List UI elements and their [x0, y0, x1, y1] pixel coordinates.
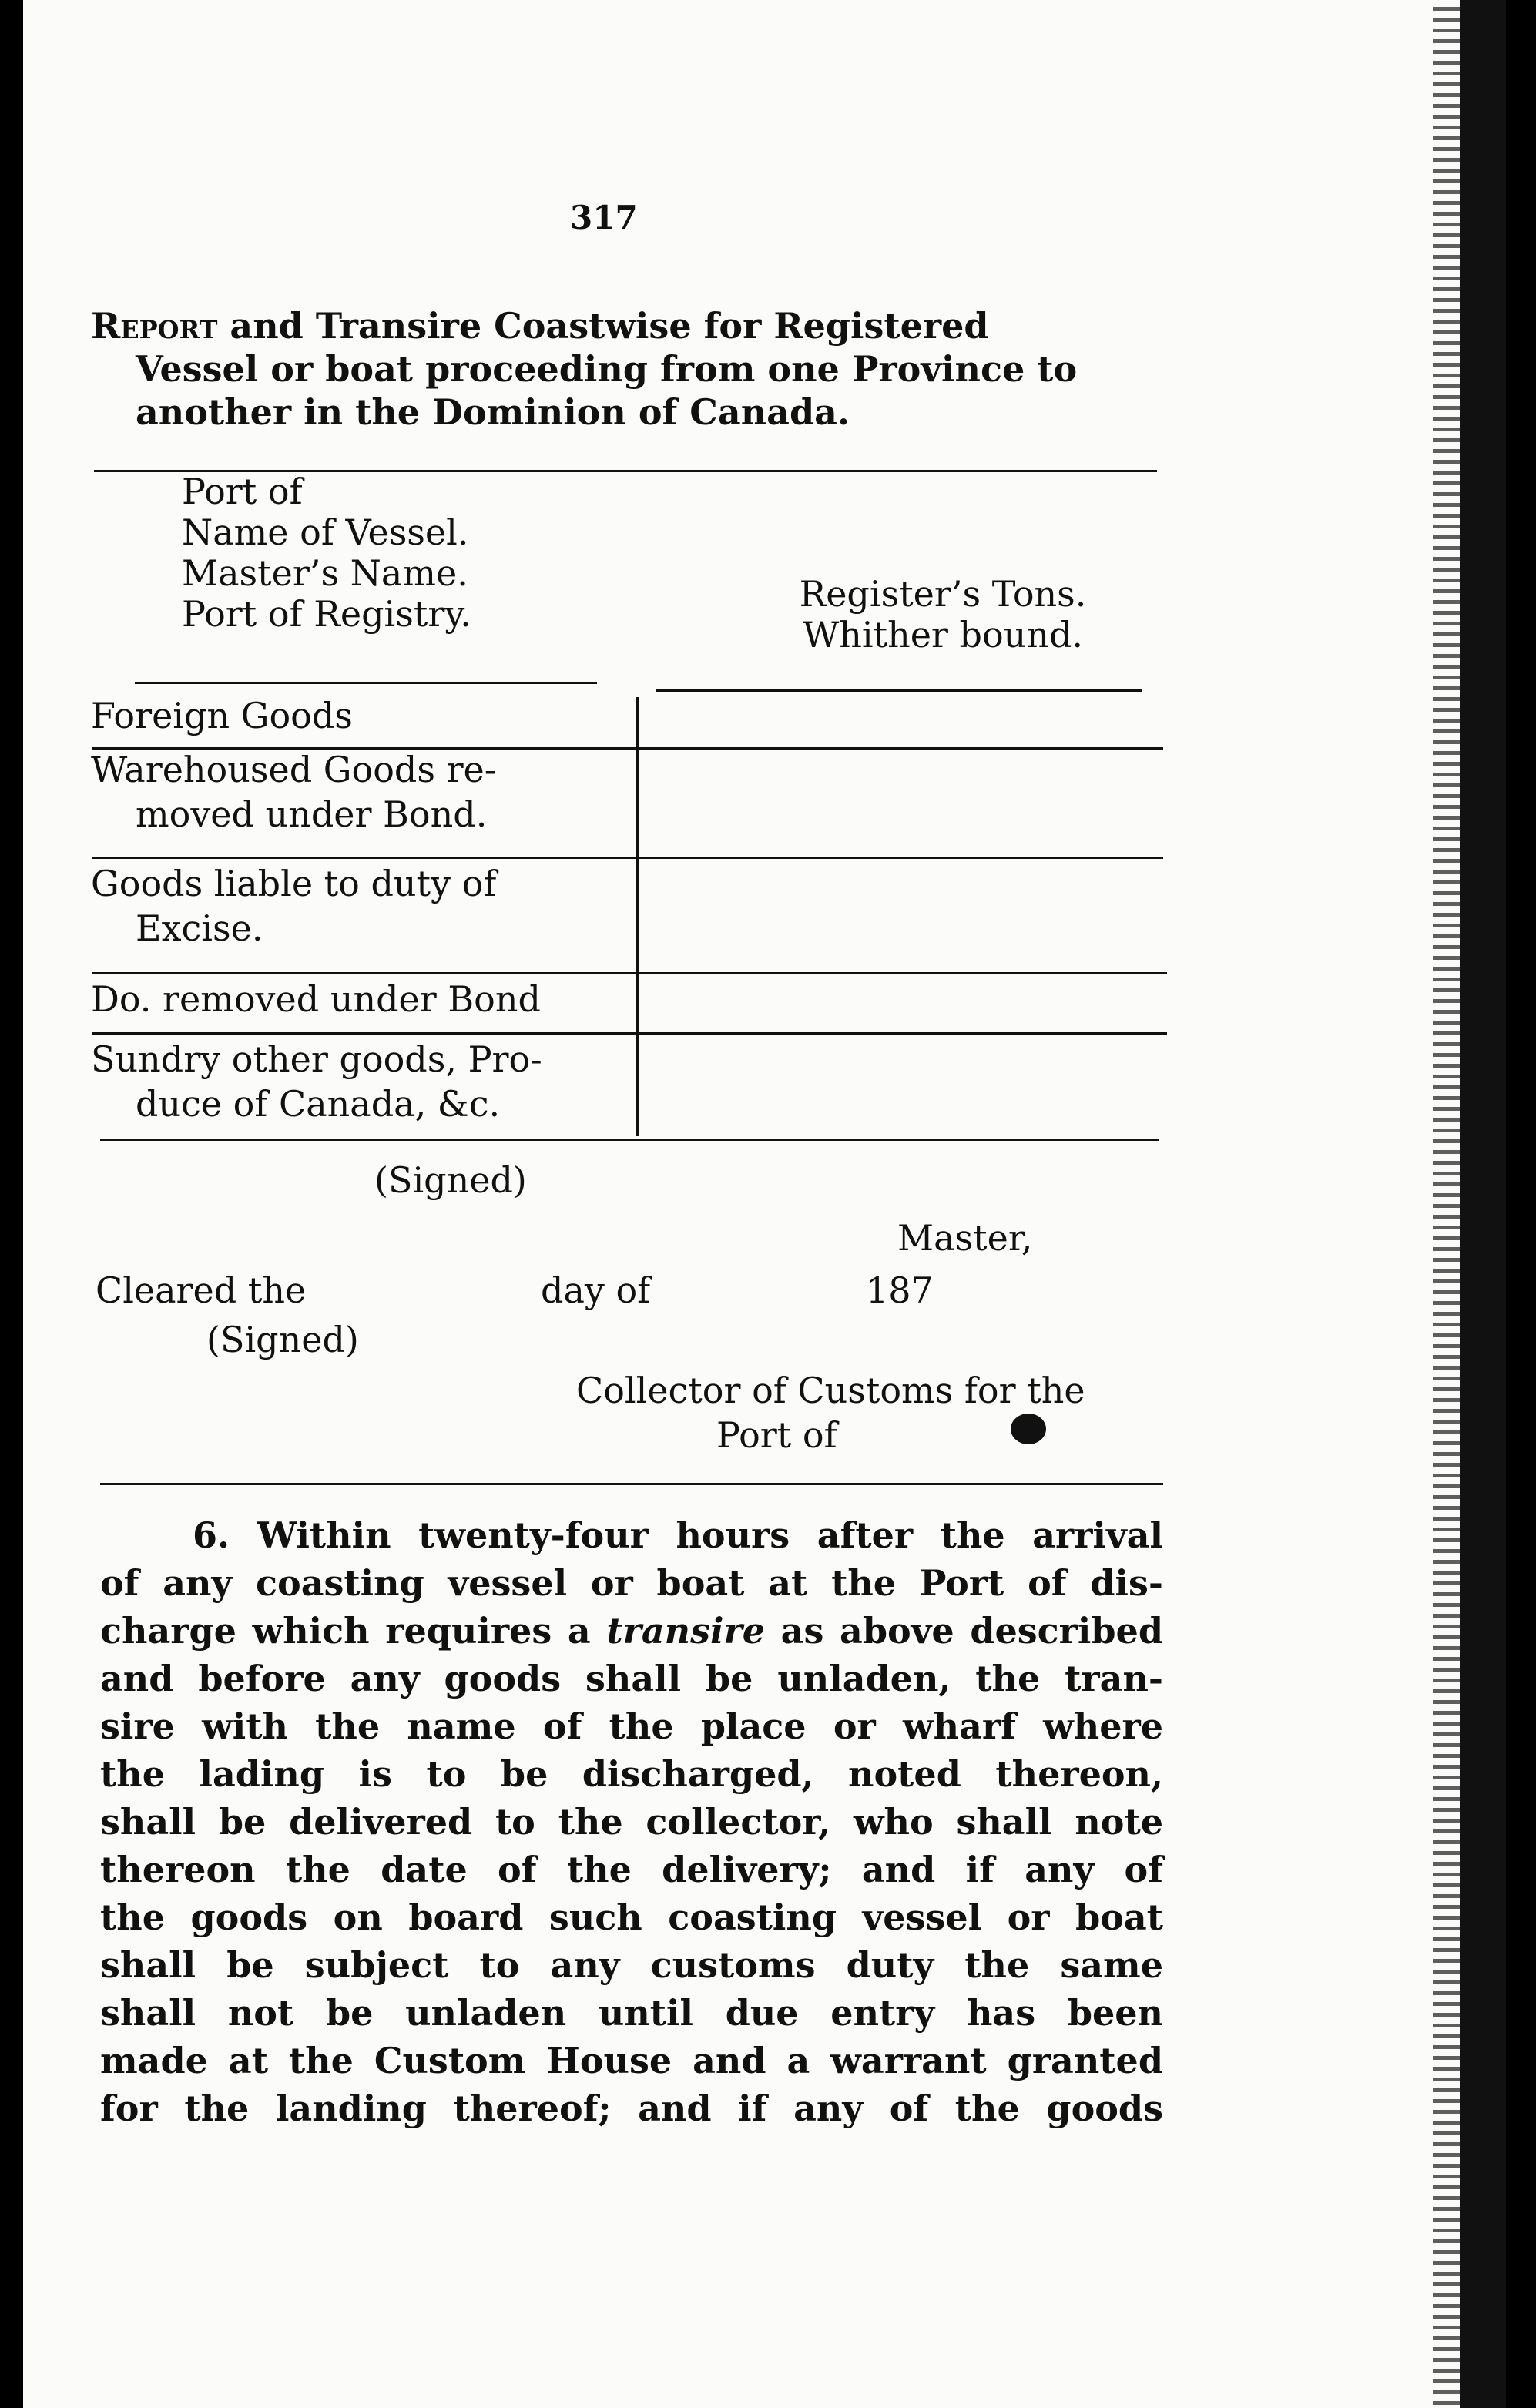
row-warehoused-goods	[91, 747, 496, 837]
rule-row-3	[92, 972, 1167, 974]
collector-line-1: Collector of Customs for the	[576, 1370, 1085, 1411]
row-warehoused-line2: moved under Bond.	[136, 793, 488, 835]
para-line-6: the lading is to be discharged, noted thereon,	[100, 1753, 1163, 1795]
para-line-3: charge which requires a transire as above described	[100, 1610, 1163, 1652]
rule-row-4	[92, 1032, 1167, 1035]
header-left-block	[182, 471, 471, 635]
row-excise-goods	[91, 861, 496, 951]
header-right-block	[766, 574, 1120, 656]
para-line-11: shall not be unladen until due entry has been	[100, 1992, 1163, 2034]
header-register-tons: Register’s Tons.	[799, 573, 1087, 615]
row-do-removed	[91, 977, 541, 1021]
signed-master: (Signed)	[374, 1159, 527, 1201]
header-whither-bound: Whither bound.	[802, 614, 1084, 656]
para-line-4: and before any goods shall be unladen, the tran-	[100, 1658, 1163, 1699]
para-line-10: shall be subject to any customs duty the same	[100, 1944, 1163, 1986]
para-line-12: made at the Custom House and a warrant granted	[100, 2040, 1163, 2081]
row-foreign-goods	[91, 693, 353, 738]
title-report-word: Report	[91, 305, 218, 347]
row-foreign-goods-label: Foreign Goods	[91, 695, 353, 736]
header-port-of-registry: Port of Registry.	[182, 593, 471, 635]
collector-port-of: Port of	[716, 1414, 837, 1456]
rule-row-2	[92, 857, 1163, 859]
section-6-paragraph	[100, 1511, 1163, 2132]
form-title	[91, 304, 1162, 434]
para-line-1: 6. Within twenty-four hours after the arrival	[193, 1514, 1163, 1556]
header-port-of: Port of	[182, 471, 303, 512]
title-line-3: another in the Dominion of Canada.	[136, 391, 850, 433]
header-masters-name: Master’s Name.	[182, 552, 468, 594]
signed-collector: (Signed)	[206, 1319, 359, 1360]
year-187: 187	[866, 1269, 934, 1311]
page-edge-dark	[1460, 0, 1506, 2408]
transire-italic: transire	[606, 1610, 765, 1652]
para-line-5: sire with the name of the place or wharf where	[100, 1705, 1163, 1747]
header-name-of-vessel: Name of Vessel.	[182, 511, 469, 553]
rule-header-left	[135, 682, 597, 684]
rule-header-right	[656, 689, 1142, 692]
para-line-8: thereon the date of the delivery; and if any of	[100, 1849, 1163, 1890]
row-sundry-line2: duce of Canada, &c.	[136, 1083, 501, 1125]
row-sundry-line1: Sundry other goods, Pro-	[91, 1038, 542, 1080]
title-line-1: and Transire Coastwise for Registered	[217, 305, 989, 347]
para-line-9: the goods on board such coasting vessel or boat	[100, 1897, 1163, 1938]
row-excise-line2: Excise.	[136, 907, 263, 949]
table-column-divider	[636, 697, 639, 1136]
para-line-13: for the landing thereof; and if any of the goods	[100, 2088, 1163, 2129]
para-line-2: of any coasting vessel or boat at the Port of dis-	[100, 1562, 1163, 1604]
row-do-removed-label: Do. removed under Bond	[91, 978, 541, 1020]
title-line-2: Vessel or boat proceeding from one Province to	[136, 348, 1078, 390]
rule-table-bottom	[100, 1139, 1159, 1141]
ink-blot	[1011, 1414, 1046, 1444]
day-of: day of	[541, 1269, 651, 1311]
master-label: Master,	[897, 1217, 1033, 1259]
rule-form-end	[100, 1483, 1163, 1485]
cleared-the: Cleared the	[96, 1269, 307, 1311]
row-warehoused-line1: Warehoused Goods re-	[91, 749, 497, 790]
row-sundry-goods	[91, 1037, 542, 1126]
para-line-7: shall be delivered to the collector, who shall note	[100, 1801, 1163, 1843]
page-number: 317	[570, 199, 638, 236]
row-excise-line1: Goods liable to duty of	[91, 863, 497, 904]
